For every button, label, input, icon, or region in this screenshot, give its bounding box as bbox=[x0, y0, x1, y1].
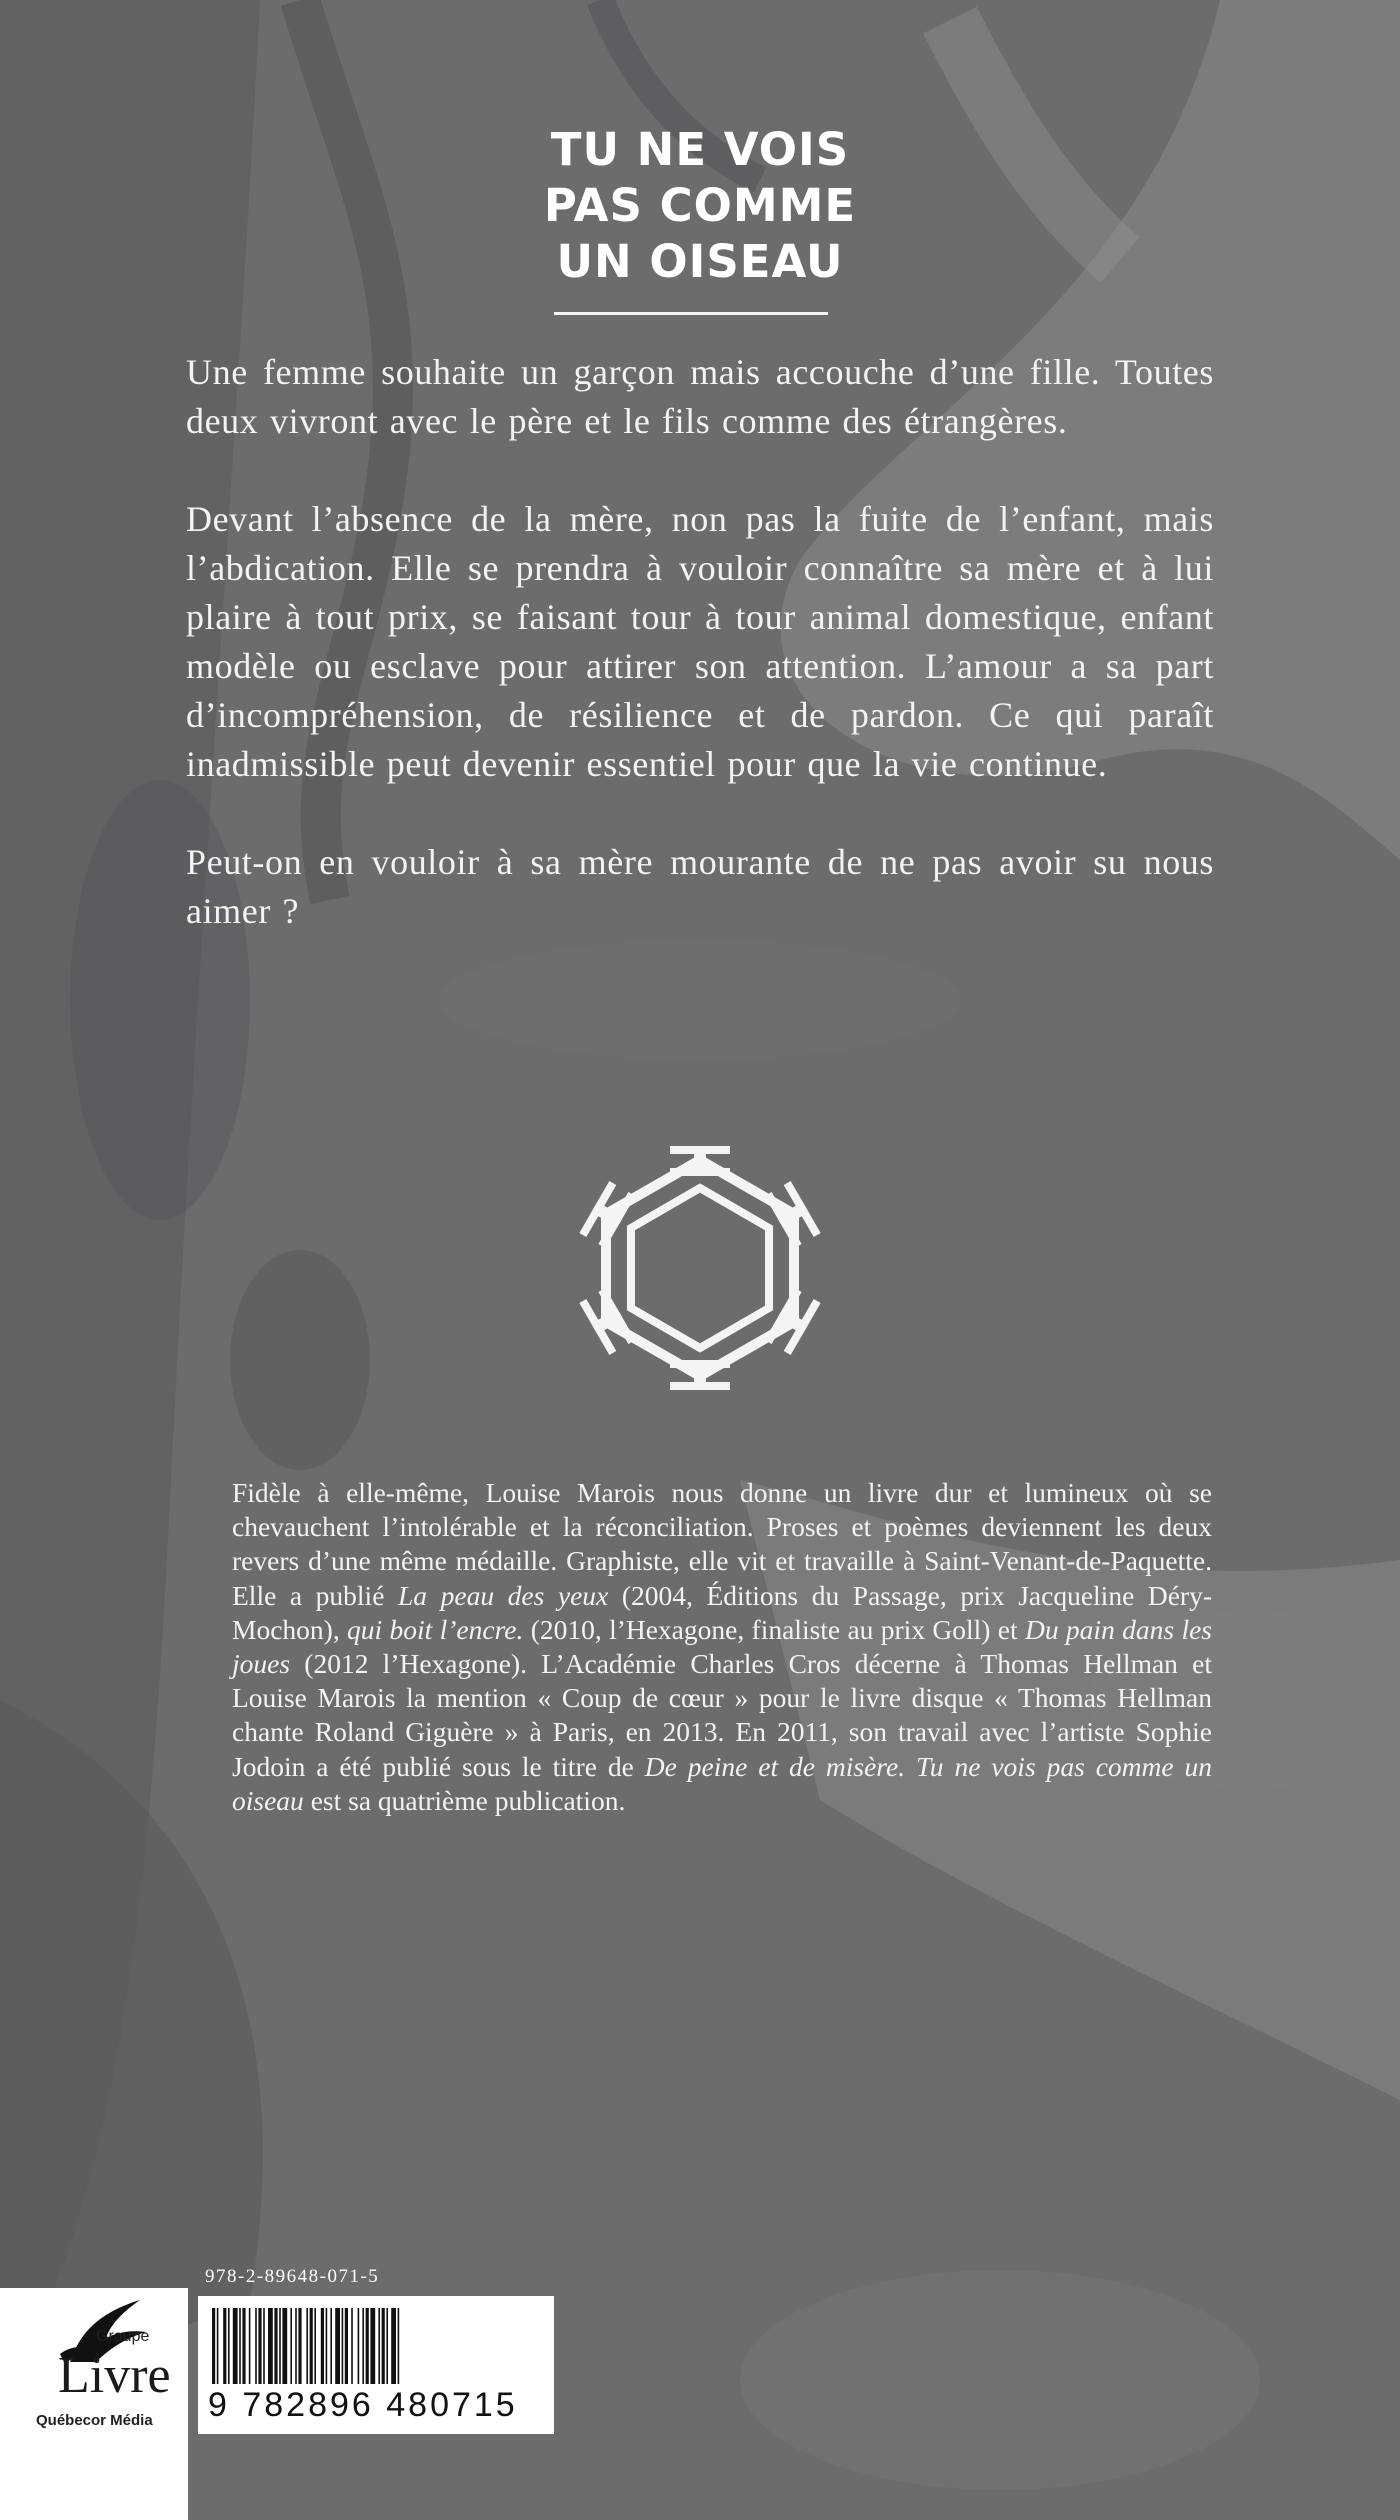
bio-book-title: De peine et de misère. bbox=[644, 1750, 906, 1782]
barcode-bar bbox=[242, 2308, 245, 2384]
barcode-bar bbox=[255, 2308, 257, 2384]
bio-text-3: (2010, l’Hexagone, finaliste au prix Goll) et bbox=[523, 1613, 1025, 1645]
barcode-bar bbox=[249, 2308, 251, 2384]
barcode-bar bbox=[233, 2308, 238, 2384]
isbn-number: 978-2-89648-071-5 bbox=[205, 2266, 380, 2287]
barcode-bar bbox=[282, 2308, 287, 2384]
barcode-bar bbox=[391, 2308, 396, 2384]
bio-text-2: (2004, Éditions du Passage, prix Jacqueline Déry-Mochon), bbox=[232, 1579, 1212, 1645]
bio-book-title: La peau des yeux bbox=[397, 1579, 609, 1611]
barcode-bar bbox=[212, 2308, 215, 2384]
barcode-bar bbox=[310, 2308, 313, 2384]
barcode-bar bbox=[345, 2308, 348, 2384]
barcode-bar bbox=[351, 2308, 353, 2384]
barcode-digits: 9 782896 480715 bbox=[208, 2386, 518, 2424]
title-line-2: PAS COMME bbox=[543, 179, 857, 232]
barcode-bar bbox=[239, 2308, 241, 2384]
title-line-3: UN OISEAU bbox=[556, 235, 844, 288]
barcode-bar bbox=[362, 2308, 364, 2384]
barcode-bar bbox=[314, 2308, 316, 2384]
barcode-bar bbox=[326, 2308, 328, 2384]
publisher-groupe: Groupe bbox=[96, 2328, 150, 2345]
synopsis bbox=[186, 348, 1214, 936]
synopsis-paragraph-2: Devant l’absence de la mère, non pas la fuite de l’enfant, mais l’abdication. Elle se prendra à vouloir connaître sa mère et à lui plaire à tout prix, se faisant tour à tour animal domestique, enfant modèle ou esclave pour attirer son attention. L’amour a sa part d’incompréhension, de résilience et de pardon. Ce qui paraît inadmissible peut devenir essentiel pour que la vie continue. bbox=[186, 499, 1214, 784]
barcode-bar bbox=[342, 2308, 344, 2384]
barcode-bar bbox=[382, 2308, 385, 2384]
title-line-1: TU NE VOIS bbox=[550, 123, 850, 176]
barcode-bar bbox=[263, 2308, 265, 2384]
bio-text-4: (2012 l’Hexagone). L’Académie Charles Cros décerne à Thomas Hellman et Louise Marois la mention « Coup de cœur » pour le livre disque « Thomas Hellman chante Roland Giguère » à Paris, en 2013. En 2011, son travail avec l’artiste Sophie Jodoin a été publié sous le titre de bbox=[232, 1648, 1212, 1782]
barcode-bar bbox=[258, 2308, 261, 2384]
publisher-quebecor: Québecor Média bbox=[36, 2412, 153, 2429]
hexagon-ornament-icon bbox=[572, 1146, 828, 1390]
barcode-bar bbox=[378, 2308, 380, 2384]
barcode-bar bbox=[335, 2308, 340, 2384]
barcode-bar bbox=[290, 2308, 292, 2384]
barcode-bar bbox=[295, 2308, 297, 2384]
barcode-bar bbox=[330, 2308, 332, 2384]
barcode-bar bbox=[358, 2308, 360, 2384]
bio-text-1: Fidèle à elle-même, Louise Marois nous donne un livre dur et lumineux où se chevauchent l’intolérable et la réconciliation. Proses et poèmes deviennent les deux revers d’une même médaille. Graphiste, elle vit et travaille à Saint-Venant-de-Paquette. Elle a publié bbox=[232, 1477, 1212, 1611]
barcode-bar bbox=[228, 2308, 230, 2384]
barcode-bar bbox=[386, 2308, 388, 2384]
publisher-livre: Livre bbox=[58, 2347, 171, 2404]
bio-book-title: qui boit l’encre. bbox=[347, 1613, 524, 1645]
bio-text-6: est sa quatrième publication. bbox=[303, 1784, 626, 1816]
barcode-bars bbox=[212, 2308, 540, 2384]
author-bio bbox=[232, 1476, 1212, 1818]
barcode-bar bbox=[217, 2308, 219, 2384]
barcode-bar bbox=[306, 2308, 308, 2384]
barcode-bar bbox=[223, 2308, 226, 2384]
title-divider bbox=[554, 312, 828, 315]
barcode-bar bbox=[298, 2308, 301, 2384]
barcode bbox=[198, 2296, 554, 2434]
barcode-bar bbox=[370, 2308, 375, 2384]
book-title bbox=[0, 122, 1400, 290]
barcode-bar bbox=[274, 2308, 277, 2384]
bio-book-title: Tu ne vois pas comme un oiseau bbox=[232, 1750, 1213, 1816]
barcode-bar bbox=[268, 2308, 273, 2384]
barcode-bar bbox=[321, 2308, 324, 2384]
bio-book-title: Du pain dans les joues bbox=[232, 1613, 1212, 1680]
bio-text-5 bbox=[905, 1751, 916, 1782]
barcode-bar bbox=[398, 2308, 400, 2384]
synopsis-paragraph-3: Peut-on en vouloir à sa mère mourante de ne pas avoir su nous aimer ? bbox=[186, 842, 1214, 931]
publisher-logo bbox=[0, 2288, 188, 2520]
barcode-bar bbox=[279, 2308, 281, 2384]
barcode-bar bbox=[366, 2308, 369, 2384]
synopsis-paragraph-1: Une femme souhaite un garçon mais accouche d’une fille. Toutes deux vivront avec le père et le fils comme des étrangères. bbox=[186, 352, 1214, 441]
